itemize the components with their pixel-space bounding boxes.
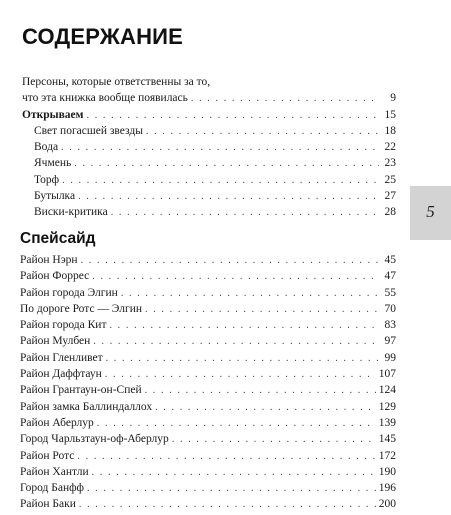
toc-dot-leader bbox=[106, 351, 379, 367]
toc-dot-leader bbox=[121, 286, 379, 302]
toc-entry bbox=[0, 172, 396, 188]
toc-entry bbox=[0, 431, 396, 447]
toc-entry bbox=[0, 399, 396, 415]
toc-dot-leader bbox=[105, 367, 376, 383]
toc-dot-leader bbox=[145, 302, 379, 318]
toc-dot-leader bbox=[61, 140, 379, 156]
toc-entry-label: Район Хантли bbox=[20, 465, 89, 478]
toc-dot-leader bbox=[92, 269, 379, 285]
toc-entry bbox=[0, 350, 396, 366]
toc-entry-page: 200 bbox=[378, 498, 396, 511]
toc-dot-leader bbox=[145, 383, 376, 399]
toc-entry bbox=[0, 382, 396, 398]
toc-entry-page: 25 bbox=[384, 173, 396, 186]
toc-entry-label: Персоны, которые ответственны за то, bbox=[22, 76, 211, 88]
toc-dot-leader bbox=[87, 481, 376, 497]
page-tab-number: 5 bbox=[426, 202, 435, 221]
toc-entry-page: 9 bbox=[390, 92, 396, 105]
toc-entry bbox=[0, 204, 396, 220]
page-title: СОДЕРЖАНИЕ bbox=[22, 24, 184, 49]
toc-dot-leader bbox=[97, 416, 376, 432]
toc-entry-page: 28 bbox=[384, 206, 396, 219]
toc-entry-label: Район Грантаун-он-Спей bbox=[20, 384, 142, 397]
toc-intro-list bbox=[0, 74, 396, 221]
toc-entry bbox=[0, 252, 396, 268]
toc-entry bbox=[0, 317, 396, 333]
toc-entry-page: 18 bbox=[384, 124, 396, 137]
toc-entry bbox=[0, 366, 396, 382]
toc-entry-page: 145 bbox=[378, 433, 396, 446]
toc-entry-page: 172 bbox=[378, 449, 396, 462]
toc-entry-page: 129 bbox=[378, 400, 396, 413]
toc-entry-label: Район Гленливет bbox=[20, 351, 103, 364]
toc-dot-leader bbox=[78, 189, 379, 205]
toc-entry-label: Район Ротс bbox=[20, 449, 75, 462]
section-heading: Спейсайд bbox=[20, 230, 96, 247]
toc-entry-page: 97 bbox=[384, 335, 396, 348]
toc-entry-page: 124 bbox=[378, 384, 396, 397]
toc-entry-label: Город Чарльзтаун-оф-Аберлур bbox=[20, 433, 169, 446]
toc-entry-label: Район города Элгин bbox=[20, 286, 118, 299]
page-tab-marker bbox=[410, 186, 451, 240]
toc-entry bbox=[0, 301, 396, 317]
toc-entry-label: Вода bbox=[34, 141, 59, 154]
toc-dot-leader bbox=[111, 205, 379, 221]
toc-entry-label: Торф bbox=[34, 173, 60, 186]
toc-dot-leader bbox=[92, 465, 376, 481]
toc-entry-page: 83 bbox=[384, 319, 396, 332]
toc-entry-label: Район города Кит bbox=[20, 319, 107, 332]
toc-entry-page: 55 bbox=[384, 286, 396, 299]
toc-entry-label: Открываем bbox=[22, 108, 84, 121]
toc-entry-page: 139 bbox=[378, 416, 396, 429]
toc-entry bbox=[0, 480, 396, 496]
toc-entry-label: Район Форрес bbox=[20, 270, 90, 283]
toc-entry bbox=[0, 123, 396, 139]
toc-entry bbox=[0, 74, 396, 90]
toc-entry-label: Район Аберлур bbox=[20, 416, 94, 429]
toc-entry-label: Город Банфф bbox=[20, 482, 84, 495]
toc-entry bbox=[0, 268, 396, 284]
toc-entry bbox=[0, 464, 396, 480]
toc-entry-label: Район Нэрн bbox=[20, 254, 78, 266]
toc-entry-label: Район Даффтаун bbox=[20, 368, 102, 381]
toc-dot-leader bbox=[62, 173, 379, 189]
toc-entry bbox=[0, 415, 396, 431]
toc-section-list bbox=[0, 252, 396, 513]
toc-entry-page: 70 bbox=[384, 302, 396, 315]
toc-dot-leader bbox=[146, 124, 379, 140]
toc-entry-label: Бутылка bbox=[34, 190, 76, 203]
toc-dot-leader bbox=[109, 318, 379, 334]
toc-dot-leader bbox=[74, 156, 379, 172]
toc-dot-leader bbox=[93, 334, 379, 350]
toc-entry-page: 190 bbox=[378, 465, 396, 478]
toc-entry-label: По дороге Ротс — Элгин bbox=[20, 302, 143, 315]
toc-entry bbox=[0, 155, 396, 171]
toc-entry-label: Виски-критика bbox=[34, 206, 108, 219]
toc-entry-page: 45 bbox=[384, 254, 396, 266]
toc-entry bbox=[0, 90, 396, 106]
toc-entry-label: Район Мулбен bbox=[20, 335, 91, 348]
toc-entry-label: что эта книжка вообще появилась bbox=[22, 92, 188, 105]
toc-dot-leader bbox=[172, 432, 376, 448]
toc-entry-page: 22 bbox=[384, 141, 396, 154]
toc-dot-leader bbox=[79, 497, 376, 513]
toc-dot-leader bbox=[155, 400, 376, 416]
toc-entry bbox=[0, 107, 396, 123]
toc-entry-page: 99 bbox=[384, 351, 396, 364]
toc-dot-leader bbox=[87, 108, 380, 124]
toc-entry-label: Ячмень bbox=[34, 157, 72, 170]
toc-entry-page: 107 bbox=[378, 368, 396, 381]
toc-entry-label: Свет погасшей звезды bbox=[34, 124, 143, 137]
toc-entry-page: 47 bbox=[384, 270, 396, 283]
toc-entry bbox=[0, 188, 396, 204]
toc-entry-label: Район Баки bbox=[20, 498, 76, 511]
toc-entry bbox=[0, 496, 396, 512]
toc-dot-leader bbox=[81, 253, 379, 269]
toc-entry bbox=[0, 333, 396, 349]
toc-entry-label: Район замка Баллиндаллох bbox=[20, 400, 153, 413]
toc-entry-page: 23 bbox=[384, 157, 396, 170]
toc-entry bbox=[0, 448, 396, 464]
toc-dot-leader bbox=[191, 91, 379, 107]
toc-entry bbox=[0, 139, 396, 155]
toc-entry-page: 15 bbox=[384, 108, 396, 121]
toc-entry bbox=[0, 285, 396, 301]
toc-dot-leader bbox=[77, 449, 375, 465]
toc-entry-page: 27 bbox=[384, 190, 396, 203]
toc-entry-page: 196 bbox=[378, 482, 396, 495]
